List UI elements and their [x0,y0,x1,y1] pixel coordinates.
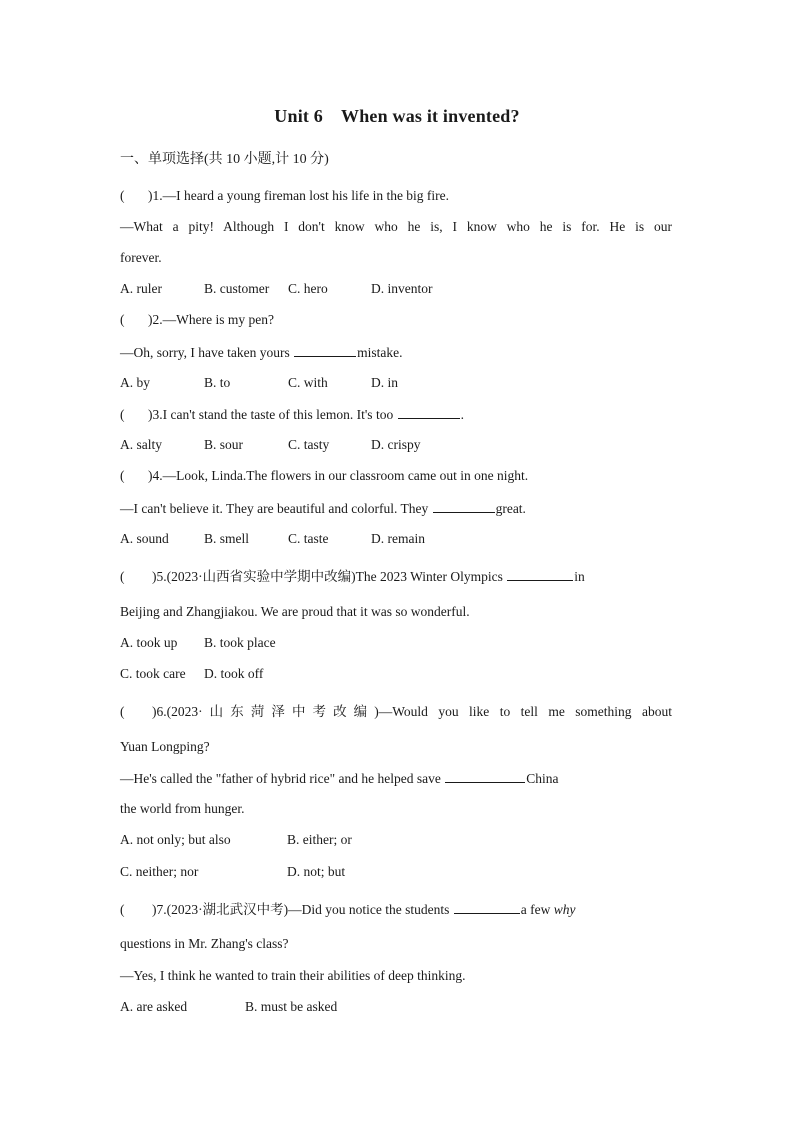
q3-options [120,435,672,455]
q2-line2: —Oh, sorry, I have taken yours mistake. [120,342,672,363]
q6-options-row1 [120,830,672,850]
q5-option-a: A. took up [120,635,178,650]
answer-blank [398,404,460,419]
q2-option-a: A. by [120,375,150,390]
q6-option-b: B. either; or [287,832,352,847]
q4-option-c: C. taste [288,531,329,546]
q5-stem: ( )5.(2023·山西省实验中学期中改编)The 2023 Winter Olympics in [120,566,672,587]
q5-option-c: C. took care [120,666,186,681]
q6-line4: the world from hunger. [120,801,245,816]
q3-option-c: C. tasty [288,437,330,452]
q7-line3: —Yes, I think he wanted to train their abilities of deep thinking. [120,968,466,983]
q1-option-c: C. hero [288,281,328,296]
q4-stem: ( )4.—Look, Linda.The flowers in our classroom came out in one night. [120,468,529,483]
page-title [0,106,794,127]
q1-line3: forever. [120,250,162,265]
answer-blank [454,899,520,914]
q5-option-b: B. took place [204,635,276,650]
q6-option-d: D. not; but [287,864,346,879]
q1-line2: —What a pity! Although I don't know who he is, I know who he is for. He is our [120,219,672,234]
q2-option-d: D. in [371,375,398,390]
q7-stem: ( )7.(2023·湖北武汉中考)—Did you notice the students a few why [120,899,672,920]
q1-option-b: B. customer [204,281,270,296]
q7-option-a: A. are asked [120,999,188,1014]
q3-option-a: A. salty [120,437,162,452]
answer-blank [445,768,525,783]
q6-stem: ( )6.(2023·山东菏泽中考改编)—Would you like to tell me something about [120,704,672,719]
q3-option-d: D. crispy [371,437,421,452]
q1-stem: ( )1.—I heard a young fireman lost his life in the big fire. [120,188,450,203]
q6-option-c: C. neither; nor [120,864,199,879]
answer-blank [433,498,495,513]
q7-line2: questions in Mr. Zhang's class? [120,936,289,951]
q2-stem: ( )2.—Where is my pen? [120,312,274,327]
q6-line2: Yuan Longping? [120,739,210,754]
answer-blank [294,342,356,357]
q5-options-row2 [120,664,672,684]
q4-option-a: A. sound [120,531,169,546]
unit-label: Unit 6 [274,106,323,126]
q4-options [120,529,672,549]
q4-option-b: B. smell [204,531,250,546]
q5-options-row1 [120,633,672,653]
unit-name: When was it invented? [341,106,520,126]
q6-line3: —He's called the "father of hybrid rice" and he helped save China [120,768,672,789]
q7-option-b: B. must be asked [245,999,338,1014]
q3-option-b: B. sour [204,437,244,452]
q3-stem: ( )3.I can't stand the taste of this lemon. It's too . [120,404,672,425]
q2-options [120,373,672,393]
q1-options [120,279,672,299]
q6-option-a: A. not only; but also [120,832,231,847]
q7-options [120,997,672,1017]
q5-option-d: D. took off [204,666,264,681]
q6-options-row2 [120,862,672,882]
q1-option-a: A. ruler [120,281,162,296]
q2-option-b: B. to [204,375,231,390]
q4-option-d: D. remain [371,531,425,546]
q5-line2: Beijing and Zhangjiakou. We are proud that it was so wonderful. [120,604,470,619]
q1-option-d: D. inventor [371,281,433,296]
answer-blank [507,566,573,581]
section-heading: 一、单项选择(共 10 小题,计 10 分) [120,152,329,167]
q4-line2: —I can't believe it. They are beautiful and colorful. They great. [120,498,672,519]
q2-option-c: C. with [288,375,328,390]
